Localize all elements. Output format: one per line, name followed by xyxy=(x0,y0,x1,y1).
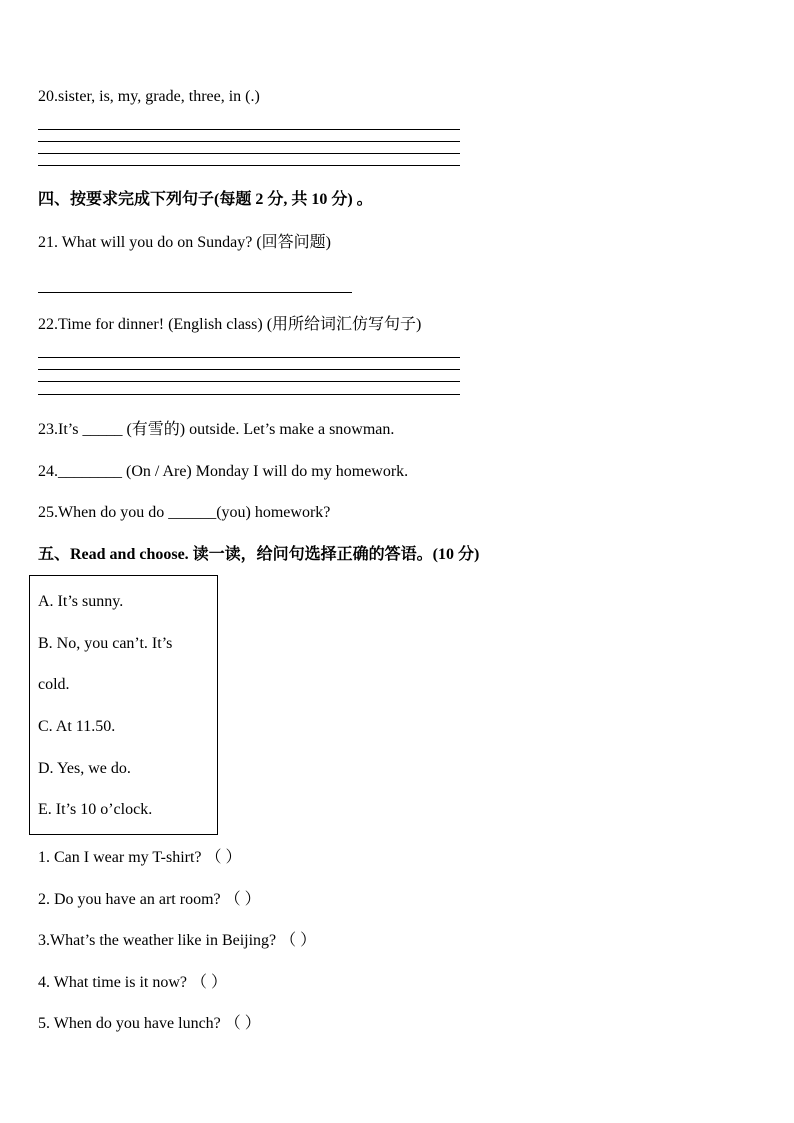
choose-question-1: 1. Can I wear my T-shirt? （ ） xyxy=(38,849,242,866)
answer-line xyxy=(38,129,460,130)
answer-line xyxy=(38,153,460,154)
choose-question-5: 5. When do you have lunch? （ ） xyxy=(38,1015,261,1032)
option-c: C. At 11.50. xyxy=(38,718,116,735)
question-20: 20.sister, is, my, grade, three, in (.) xyxy=(38,88,260,105)
answer-line xyxy=(38,292,352,293)
option-a: A. It’s sunny. xyxy=(38,593,124,610)
choose-question-4: 4. What time is it now? （ ） xyxy=(38,974,228,991)
choose-question-2: 2. Do you have an art room? （ ） xyxy=(38,891,261,908)
option-b-continued: cold. xyxy=(38,676,70,693)
question-24: 24.________ (On / Are) Monday I will do my homework. xyxy=(38,463,409,480)
options-box xyxy=(29,575,218,835)
question-22: 22.Time for dinner! (English class) (用所给词汇仿写句子) xyxy=(38,316,422,333)
option-d: D. Yes, we do. xyxy=(38,760,131,777)
option-b: B. No, you can’t. It’s xyxy=(38,635,173,652)
answer-line xyxy=(38,369,460,370)
answer-line xyxy=(38,141,460,142)
question-21: 21. What will you do on Sunday? (回答问题) xyxy=(38,234,332,251)
answer-line xyxy=(38,381,460,382)
section-5-heading: 五、Read and choose. 读一读，给问句选择正确的答语。(10 分) xyxy=(38,546,480,563)
section-4-heading: 四、按要求完成下列句子(每题 2 分, 共 10 分) 。 xyxy=(38,191,373,208)
question-25: 25.When do you do ______(you) homework? xyxy=(38,504,331,521)
answer-line xyxy=(38,357,460,358)
question-23: 23.It’s _____ (有雪的) outside. Let’s make a snowman. xyxy=(38,421,395,438)
option-e: E. It’s 10 o’clock. xyxy=(38,801,153,818)
choose-question-3: 3.What’s the weather like in Beijing? （ ） xyxy=(38,932,317,949)
answer-line xyxy=(38,394,460,395)
answer-line xyxy=(38,165,460,166)
